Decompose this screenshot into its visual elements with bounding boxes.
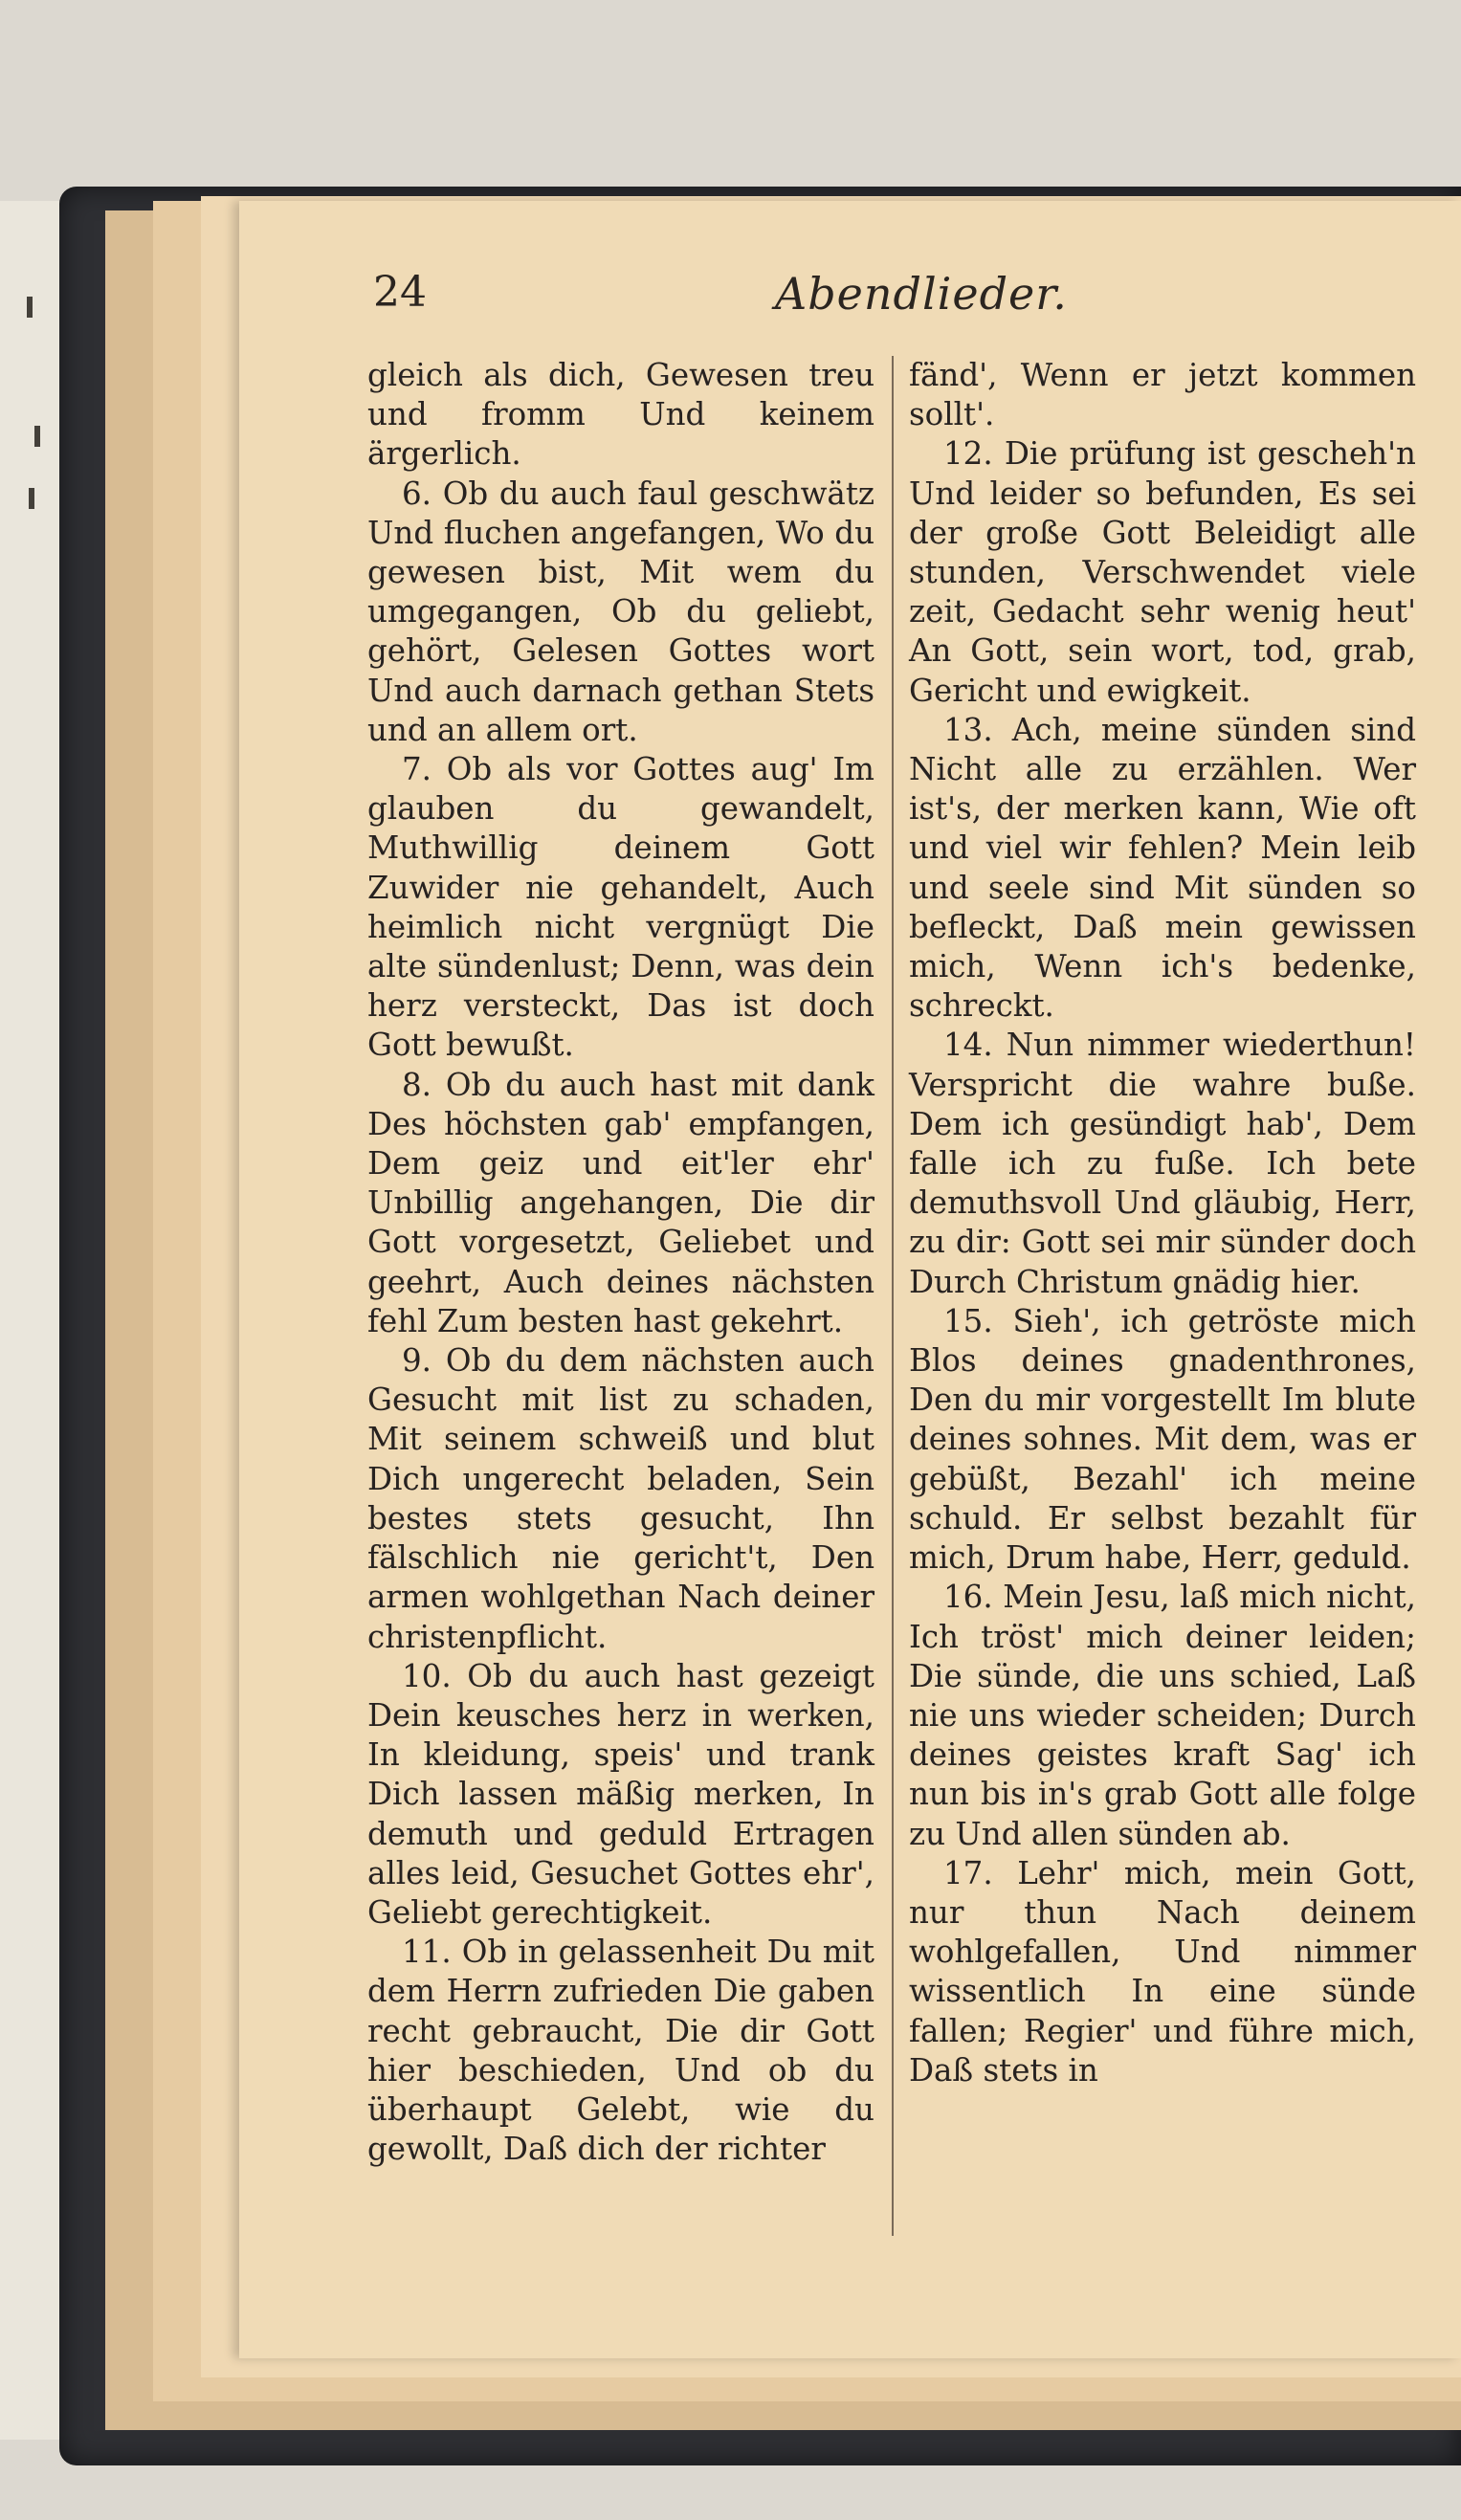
text-columns [367,356,1416,2250]
verse-10: 10. Ob du auch hast gezeigt Dein keusches herz in werken, In kleidung, speis' und trank Dich lassen mäßig merken, In demuth und geduld Ertragen alles leid, Gesuchet Gottes ehr', Geliebt gerechtigkeit. [367,1657,874,1931]
verse-11: 11. Ob in gelassenheit Du mit dem Herrn zufrieden Die gaben recht gebraucht, Die dir Gott hier beschieden, Und ob du überhaupt Gelebt, wie du gewollt, Daß dich der richter [367,1934,874,2168]
ink-mark [29,488,34,509]
verse-9: 9. Ob du dem nächsten auch Gesucht mit list zu schaden, Mit seinem schweiß und blut Dich ungerecht beladen, Sein bestes stets gesucht, Ihn fälschlich nie gericht't, Den armen wohlgethan Nach deiner christenpflicht. [367,1342,874,1655]
verse-17: 17. Lehr' mich, mein Gott, nur thun Nach deinem wohlgefallen, Und nimmer wissentlich In eine sünde fallen; Regier' und führe mich, Daß stets in [909,1854,1416,2089]
verse-6: 6. Ob du auch faul geschwätz Und fluchen angefangen, Wo du gewesen bist, Mit wem du umgegangen, Ob du geliebt, gehört, Gelesen Gottes wort Und auch darnach gethan Stets und an allem ort. [367,475,874,748]
page-header [373,268,1416,325]
verse-continuation: fänd', Wenn er jetzt kommen sollt'. [909,357,1416,433]
right-column [909,356,1416,2231]
running-title: Abendlieder. [775,268,1068,320]
ink-mark [34,426,40,447]
neighbor-page-strip [0,201,59,2440]
ink-mark [27,297,33,318]
page-number: 24 [373,268,427,317]
left-column [367,356,874,2231]
verse-16: 16. Mein Jesu, laß mich nicht, Ich tröst' mich deiner leiden; Die sünde, die uns schied, Laß nie uns wieder scheiden; Durch deines geistes kraft Sag' ich nun bis in's grab Gott alle folge zu Und allen sünden ab. [909,1579,1416,1852]
verse-continuation: gleich als dich, Gewesen treu und fromm Und keinem ärgerlich. [367,357,874,473]
verse-15: 15. Sieh', ich getröste mich Blos deines gnadenthrones, Den du mir vorgestellt Im blute deines sohnes. Mit dem, was er gebüßt, Bezahl' ich meine schuld. Er selbst bezahlt für mich, Drum habe, Herr, geduld. [909,1302,1416,1577]
verse-14: 14. Nun nimmer wiederthun! Verspricht die wahre buße. Dem ich gesündigt hab', Dem falle ich zu fuße. Ich bete demuthsvoll Und gläubig, Herr, zu dir: Gott sei mir sünder doch Durch Christum gnädig hier. [909,1027,1416,1300]
verse-12: 12. Die prüfung ist gescheh'n Und leider so befunden, Es sei der große Gott Beleidigt alle stunden, Verschwendet viele zeit, Gedacht sehr wenig heut' An Gott, sein wort, tod, grab, Gericht und ewigkeit. [909,435,1416,709]
verse-8: 8. Ob du auch hast mit dank Des höchsten gab' empfangen, Dem geiz und eit'ler ehr' Unbillig angehangen, Die dir Gott vorgesetzt, Geliebet und geehrt, Auch deines nächsten fehl Zum besten hast gekehrt. [367,1066,874,1339]
verse-7: 7. Ob als vor Gottes aug' Im glauben du gewandelt, Muthwillig deinem Gott Zuwider nie gehandelt, Auch heimlich nicht vergnügt Die alte sündenlust; Denn, was dein herz versteckt, Das ist doch Gott bewußt. [367,751,874,1064]
verse-13: 13. Ach, meine sünden sind Nicht alle zu erzählen. Wer ist's, der merken kann, Wie oft und viel wir fehlen? Mein leib und seele sind Mit sünden so befleckt, Daß mein gewissen mich, Wenn ich's bedenke, schreckt. [909,711,1416,1025]
column-divider [892,356,894,2236]
